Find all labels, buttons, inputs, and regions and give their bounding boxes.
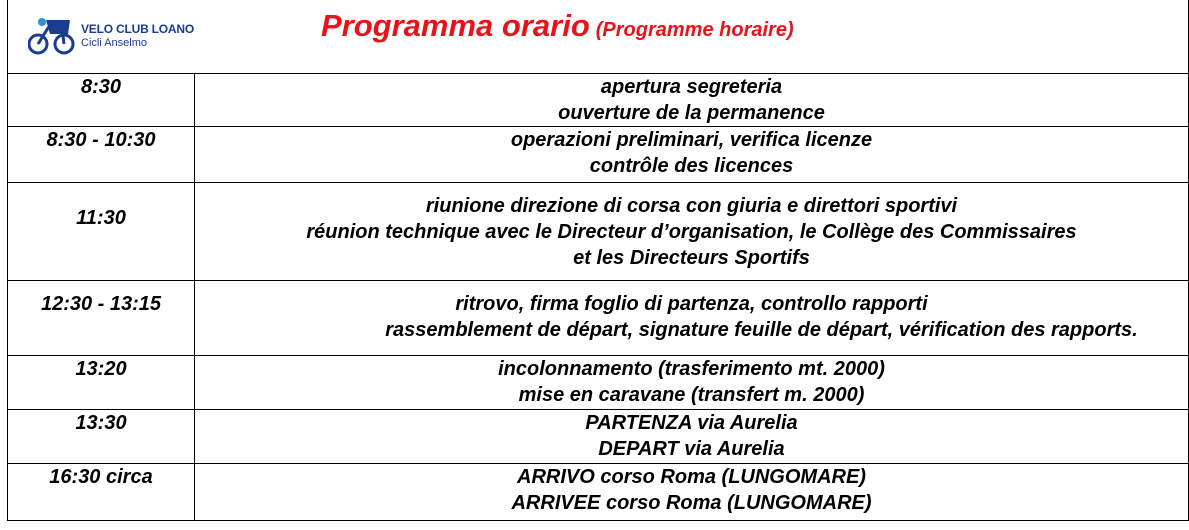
- cyclist-logo-icon: [28, 16, 76, 56]
- time-cell: 13:30: [8, 410, 195, 464]
- description-line: mise en caravane (transfert m. 2000): [518, 384, 865, 406]
- description-line: DEPART via Aurelia: [598, 438, 785, 460]
- description-cell: [195, 410, 1189, 464]
- schedule-sheet: [7, 0, 1189, 530]
- page-title: [321, 8, 794, 44]
- description-line: incolonnamento (trasferimento mt. 2000): [498, 358, 885, 380]
- description-line: rassemblement de départ, signature feuille de départ, vérification des rapports.: [385, 319, 1138, 341]
- description-cell: [195, 281, 1189, 356]
- header: [7, 0, 1189, 74]
- description-line: et les Directeurs Sportifs: [573, 247, 810, 269]
- schedule-table: [7, 73, 1189, 521]
- table-row: [8, 410, 1189, 464]
- club-name: VELO CLUB LOANO: [81, 22, 194, 36]
- description-line: apertura segreteria: [600, 76, 783, 98]
- time-cell: 11:30: [8, 183, 195, 281]
- time-cell: 12:30 - 13:15: [8, 281, 195, 356]
- club-sponsor: Cicli Anselmo: [81, 37, 148, 49]
- time-cell: 13:20: [8, 356, 195, 410]
- table-row: [8, 356, 1189, 410]
- description-line: ritrovo, firma foglio di partenza, controllo rapporti: [455, 293, 928, 315]
- time-cell: 16:30 circa: [8, 464, 195, 521]
- table-row: [8, 281, 1189, 356]
- description-line: PARTENZA via Aurelia: [585, 412, 798, 434]
- time-cell: 8:30 - 10:30: [8, 127, 195, 183]
- table-row: [8, 127, 1189, 183]
- description-cell: [195, 183, 1189, 281]
- description-cell: [195, 74, 1189, 127]
- time-cell: 8:30: [8, 74, 195, 127]
- table-row: [8, 74, 1189, 127]
- table-row: [8, 464, 1189, 521]
- description-line: ARRIVEE corso Roma (LUNGOMARE): [511, 492, 872, 514]
- description-cell: [195, 356, 1189, 410]
- title-french: (Programme horaire): [595, 19, 794, 41]
- description-line: réunion technique avec le Directeur d’organisation, le Collège des Commissaires: [306, 221, 1077, 243]
- description-line: ouverture de la permanence: [558, 102, 825, 124]
- description-cell: [195, 127, 1189, 183]
- description-line: riunione direzione di corsa con giuria e direttori sportivi: [425, 195, 958, 217]
- description-line: contrôle des licences: [589, 155, 794, 177]
- description-line: ARRIVO corso Roma (LUNGOMARE): [517, 466, 866, 488]
- description-line: operazioni preliminari, verifica licenze: [510, 129, 873, 151]
- club-logo: [28, 16, 208, 56]
- table-row: [8, 183, 1189, 281]
- title-italian: Programma orario: [321, 8, 590, 43]
- description-cell: [195, 464, 1189, 521]
